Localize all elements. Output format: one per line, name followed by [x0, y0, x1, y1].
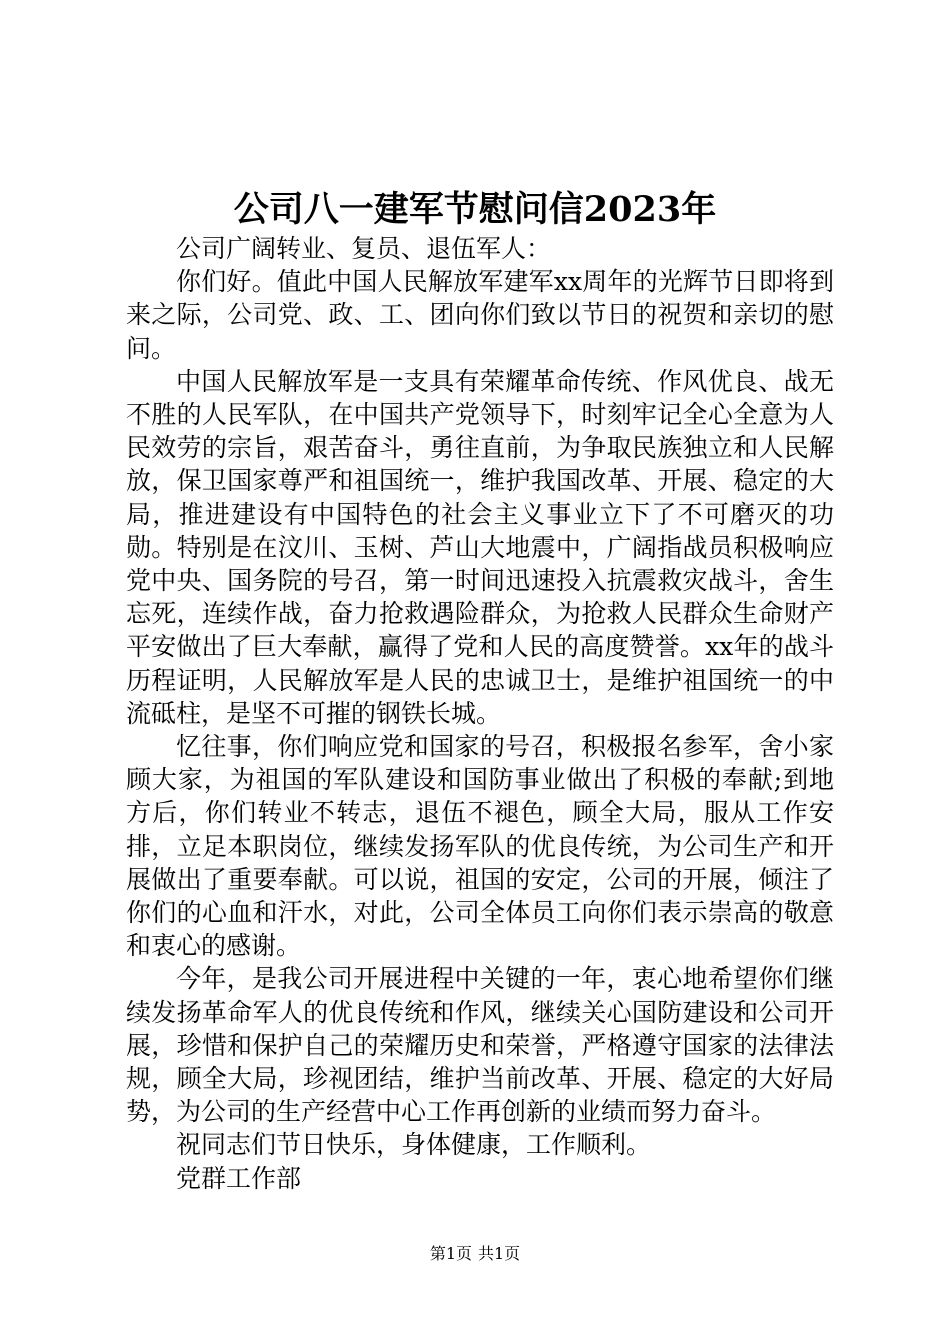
page-footer [0, 1242, 950, 1266]
document-title: 公司八一建军节慰问信2023年 [233, 189, 717, 230]
salutation: 公司广阔转业、复员、退伍军人： [176, 234, 552, 263]
letter-body [126, 232, 834, 1195]
paragraph-army-history: 中国人民解放军是一支具有荣耀革命传统、作风优良、战无不胜的人民军队，在中国共产党领导下，时刻牢记全心全意为人民效劳的宗旨，艰苦奋斗，勇往直前，为争取民族独立和人民解放，保卫国家尊严和祖国统一，维护我国改革、开展、稳定的大局，推进建设有中国特色的社会主义事业立下了不可磨灭的功勋。特别是在汶川、玉树、芦山大地震中，广阔指战员积极响应党中央、国务院的号召，第一时间迅速投入抗震救灾战斗，舍生忘死，连续作战，奋力抢救遇险群众，为抢救人民群众生命财产平安做出了巨大奉献，赢得了党和人民的高度赞誉。xx年的战斗历程证明，人民解放军是人民的忠诚卫士，是维护祖国统一的中流砥柱，是坚不可摧的钢铁长城。 [126, 366, 834, 728]
signature: 党群工作部 [176, 1163, 302, 1193]
paragraph-veterans-contribution: 忆往事，你们响应党和国家的号召，积极报名参军，舍小家顾大家，为祖国的军队建设和国防事业做出了积极的奉献;到地方后，你们转业不转志，退伍不褪色，顾全大局，服从工作安排，立足本职岗位，继续发扬军队的优良传统，为公司生产和开展做出了重要奉献。可以说，祖国的安定，公司的开展，倾注了你们的心血和汗水，对此，公司全体员工向你们表示崇高的敬意和衷心的感谢。 [126, 732, 834, 961]
closing-wishes: 祝同志们节日快乐，身体健康，工作顺利。 [176, 1130, 652, 1160]
page-total: 共1页 [478, 1244, 521, 1263]
page-number: 第1页 [429, 1244, 472, 1263]
paragraph-hopes: 今年，是我公司开展进程中关键的一年，衷心地希望你们继续发扬革命军人的优良传统和作风，继续关心国防建设和公司开展，珍惜和保护自己的荣耀历史和荣誉，严格遵守国家的法律法规，顾全大局，珍视团结，维护当前改革、开展、稳定的大好局势，为公司的生产经营中心工作再创新的业绩而努力奋斗。 [126, 964, 834, 1127]
paragraph-greeting: 你们好。值此中国人民解放军建军xx周年的光辉节日即将到来之际，公司党、政、工、团向你们致以节日的祝贺和亲切的慰问。 [126, 267, 834, 363]
